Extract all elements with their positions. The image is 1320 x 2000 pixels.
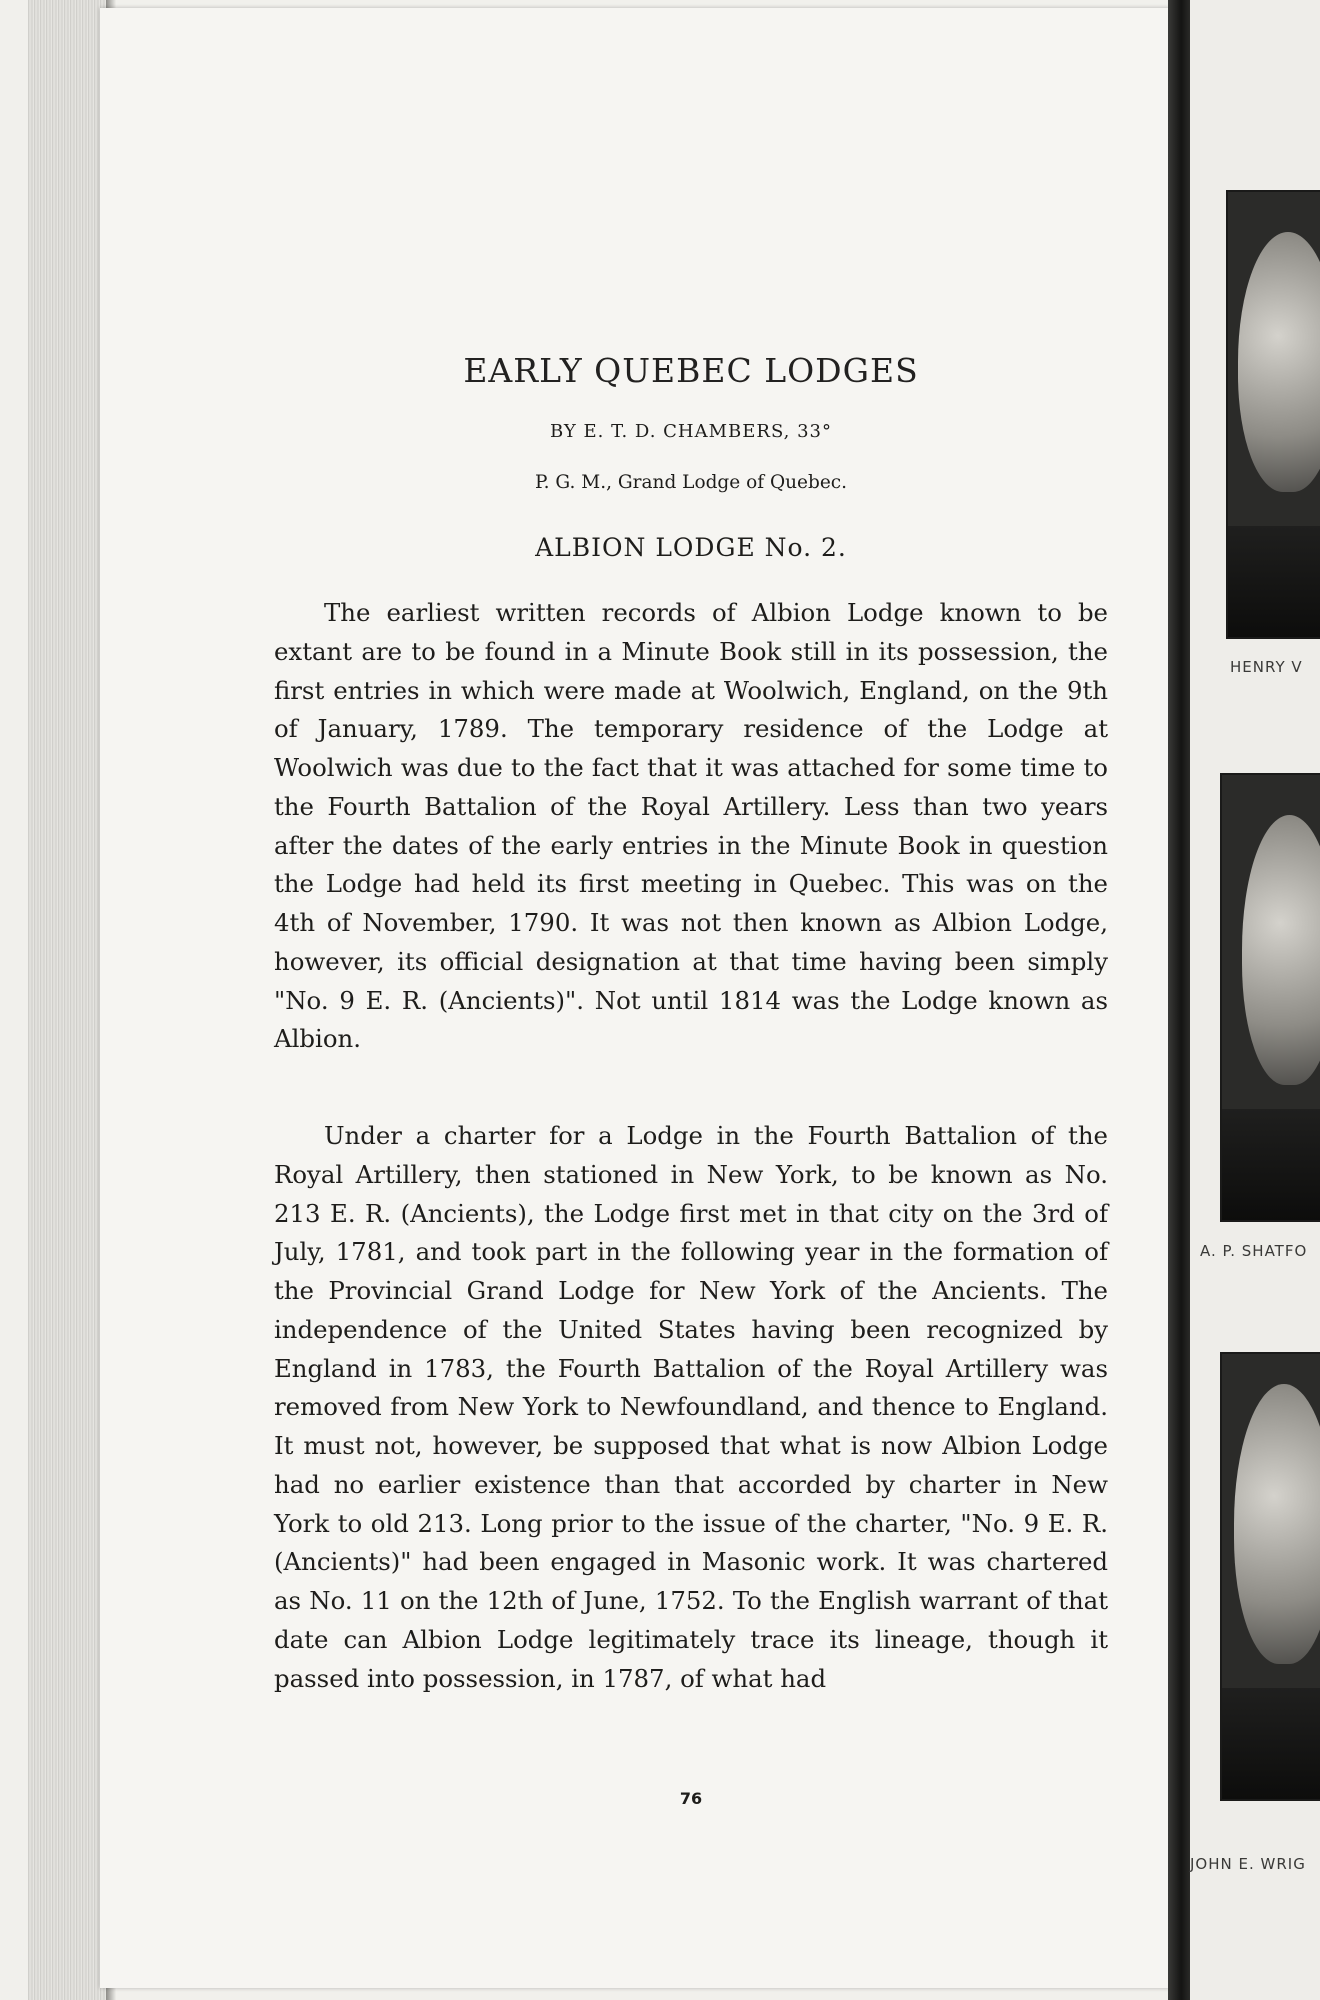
page-edges	[28, 0, 108, 2000]
page-number: 76	[679, 1789, 703, 1808]
body-paragraph: The earliest written records of Albion Lodge known to be extant are to be found in a Minute Book still in its possession, the first entries in which were made at Woolwich, England, on the 9th of January, 1789. The temporary residence of the Lodge at Woolwich was due to the fact that it was attached for some time to the Fourth Battalion of the Royal Artillery. Less than two years after the dates of the early entries in the Minute Book in question the Lodge had held its first meeting in Quebec. This was on the 4th of November, 1790. It was not then known as Albion Lodge, however, its official designation at that time having been simply "No. 9 E. R. (Ancients)". Not until 1814 was the Lodge known as Albion.	[274, 598, 1108, 1054]
portrait-photo	[1226, 190, 1320, 639]
facing-page	[1190, 0, 1320, 2000]
author-byline: BY E. T. D. CHAMBERS, 33°	[550, 421, 832, 442]
portrait-caption: A. P. SHATFO	[1200, 1242, 1308, 1260]
portrait-photo	[1220, 773, 1320, 1222]
section-heading: ALBION LODGE No. 2.	[535, 533, 847, 562]
portrait-caption: JOHN E. WRIG	[1190, 1855, 1306, 1873]
book-gutter	[1168, 0, 1190, 2000]
article-title: EARLY QUEBEC LODGES	[463, 351, 919, 390]
portrait-caption: HENRY V	[1230, 658, 1303, 676]
body-paragraph: Under a charter for a Lodge in the Fourth Battalion of the Royal Artillery, then stationed in New York, to be known as No. 213 E. R. (Ancients), the Lodge first met in that city on the 3rd of July, 1781, and took part in the following year in the formation of the Provincial Grand Lodge for New York of the Ancients. The independence of the United States having been recognized by England in 1783, the Fourth Battalion of the Royal Artillery was removed from New York to Newfoundland, and thence to England. It must not, however, be supposed that what is now Albion Lodge had no earlier existence than that accorded by charter in New York to old 213. Long prior to the issue of the charter, "No. 9 E. R. (Ancients)" had been engaged in Masonic work. It was chartered as No. 11 on the 12th of June, 1752. To the English warrant of that date can Albion Lodge legitimately trace its lineage, though it passed into possession, in 1787, of what had	[274, 1121, 1108, 1693]
author-affiliation: P. G. M., Grand Lodge of Quebec.	[534, 472, 848, 493]
portrait-photo	[1220, 1352, 1320, 1801]
